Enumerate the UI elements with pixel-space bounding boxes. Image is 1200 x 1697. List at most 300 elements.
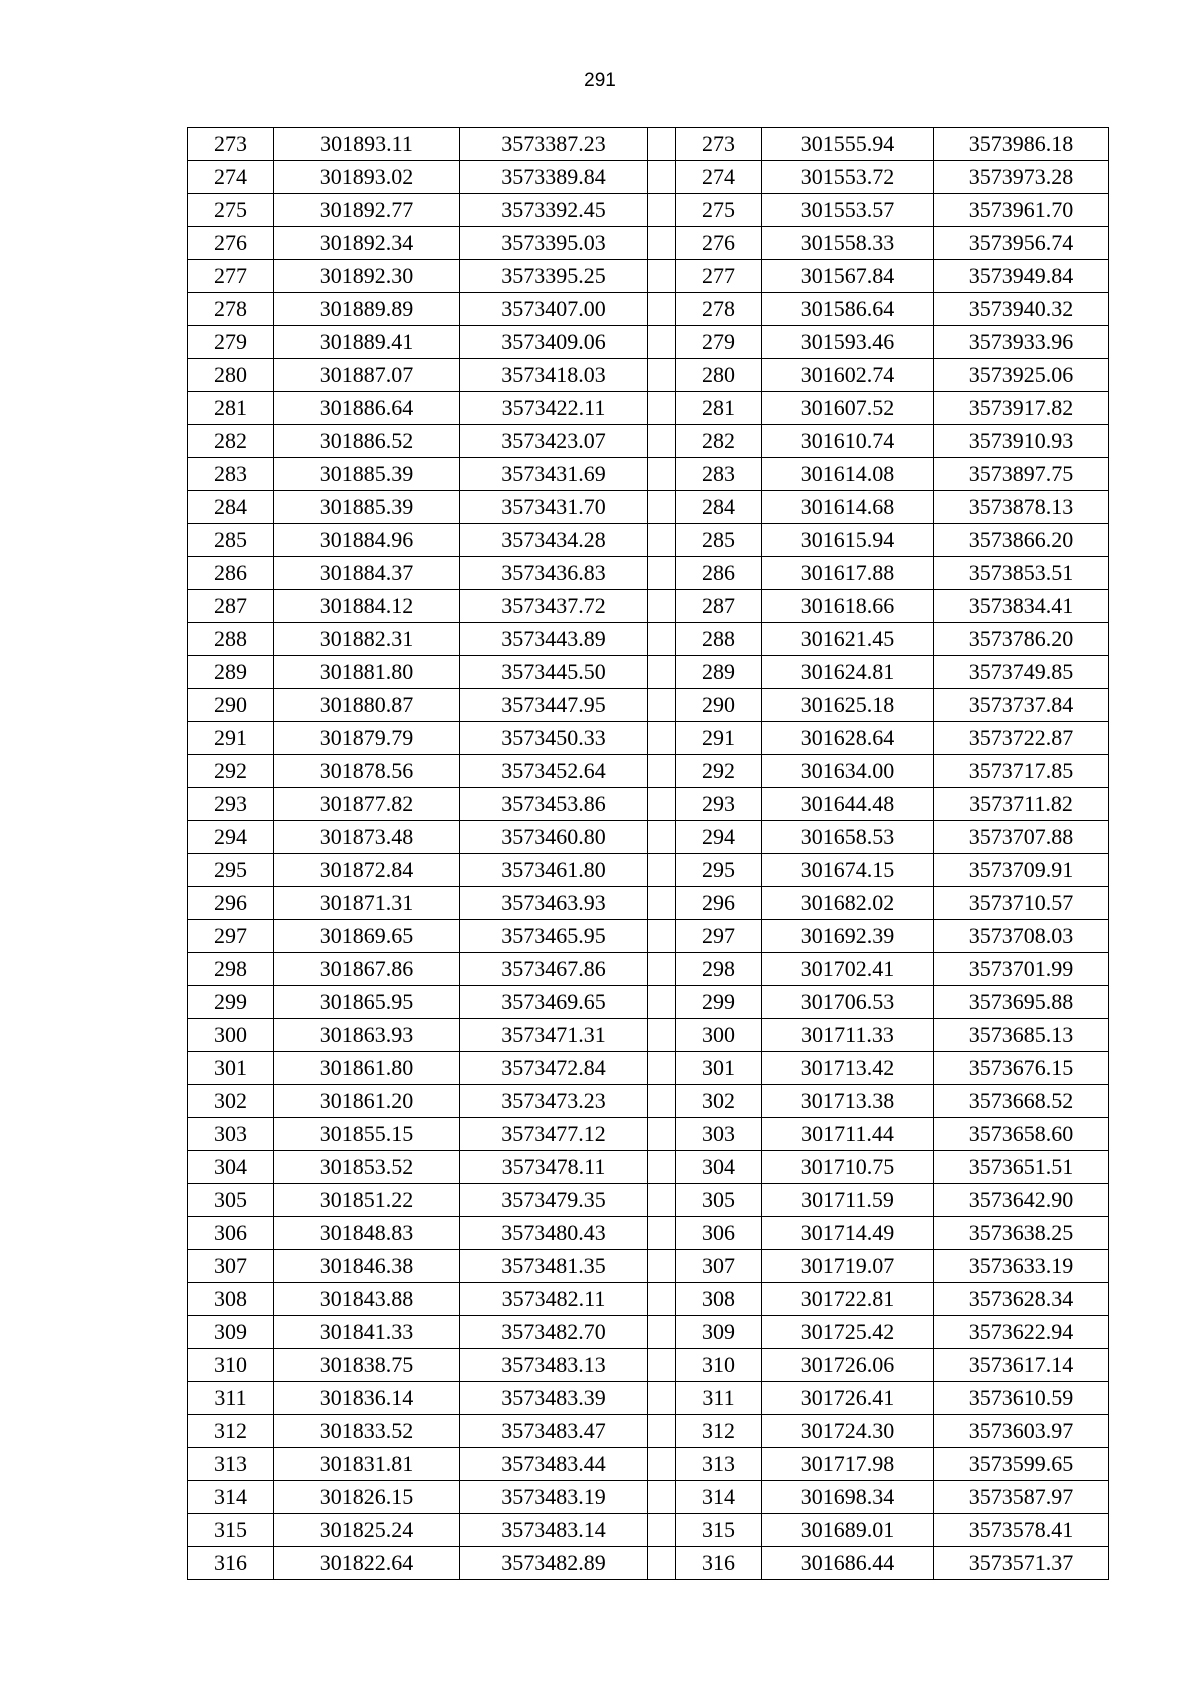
table-row (188, 293, 1109, 326)
right-y-coordinate: 3573786.20 (934, 623, 1109, 656)
left-x-coordinate: 301836.14 (274, 1382, 460, 1415)
right-point-id: 273 (676, 128, 762, 161)
right-x-coordinate: 301724.30 (762, 1415, 934, 1448)
left-y-coordinate: 3573482.11 (460, 1283, 648, 1316)
right-point-id: 296 (676, 887, 762, 920)
right-x-coordinate: 301634.00 (762, 755, 934, 788)
right-x-coordinate: 301621.45 (762, 623, 934, 656)
right-y-coordinate: 3573834.41 (934, 590, 1109, 623)
separator-cell (648, 227, 676, 260)
right-x-coordinate: 301610.74 (762, 425, 934, 458)
right-y-coordinate: 3573853.51 (934, 557, 1109, 590)
left-y-coordinate: 3573453.86 (460, 788, 648, 821)
right-y-coordinate: 3573940.32 (934, 293, 1109, 326)
right-x-coordinate: 301692.39 (762, 920, 934, 953)
left-x-coordinate: 301869.65 (274, 920, 460, 953)
right-y-coordinate: 3573571.37 (934, 1547, 1109, 1580)
left-point-id: 309 (188, 1316, 274, 1349)
separator-cell (648, 1052, 676, 1085)
separator-cell (648, 689, 676, 722)
separator-cell (648, 293, 676, 326)
left-x-coordinate: 301853.52 (274, 1151, 460, 1184)
table-row (188, 1085, 1109, 1118)
left-y-coordinate: 3573463.93 (460, 887, 648, 920)
left-y-coordinate: 3573431.69 (460, 458, 648, 491)
left-y-coordinate: 3573483.44 (460, 1448, 648, 1481)
left-point-id: 282 (188, 425, 274, 458)
left-point-id: 310 (188, 1349, 274, 1382)
right-point-id: 306 (676, 1217, 762, 1250)
right-x-coordinate: 301615.94 (762, 524, 934, 557)
left-x-coordinate: 301886.52 (274, 425, 460, 458)
right-y-coordinate: 3573628.34 (934, 1283, 1109, 1316)
left-y-coordinate: 3573418.03 (460, 359, 648, 392)
left-y-coordinate: 3573447.95 (460, 689, 648, 722)
right-y-coordinate: 3573910.93 (934, 425, 1109, 458)
right-x-coordinate: 301726.06 (762, 1349, 934, 1382)
separator-cell (648, 1448, 676, 1481)
table-row (188, 1481, 1109, 1514)
left-x-coordinate: 301881.80 (274, 656, 460, 689)
table-row (188, 656, 1109, 689)
separator-cell (648, 755, 676, 788)
right-point-id: 285 (676, 524, 762, 557)
right-point-id: 304 (676, 1151, 762, 1184)
left-y-coordinate: 3573431.70 (460, 491, 648, 524)
left-point-id: 273 (188, 128, 274, 161)
right-x-coordinate: 301586.64 (762, 293, 934, 326)
right-point-id: 278 (676, 293, 762, 326)
right-y-coordinate: 3573599.65 (934, 1448, 1109, 1481)
left-y-coordinate: 3573465.95 (460, 920, 648, 953)
left-y-coordinate: 3573389.84 (460, 161, 648, 194)
right-x-coordinate: 301558.33 (762, 227, 934, 260)
right-x-coordinate: 301722.81 (762, 1283, 934, 1316)
table-row (188, 1217, 1109, 1250)
left-y-coordinate: 3573445.50 (460, 656, 648, 689)
left-x-coordinate: 301855.15 (274, 1118, 460, 1151)
right-x-coordinate: 301726.41 (762, 1382, 934, 1415)
left-point-id: 302 (188, 1085, 274, 1118)
right-point-id: 291 (676, 722, 762, 755)
table-row (188, 425, 1109, 458)
separator-cell (648, 1547, 676, 1580)
left-y-coordinate: 3573392.45 (460, 194, 648, 227)
right-point-id: 302 (676, 1085, 762, 1118)
right-y-coordinate: 3573749.85 (934, 656, 1109, 689)
table-row (188, 1151, 1109, 1184)
right-point-id: 274 (676, 161, 762, 194)
left-point-id: 278 (188, 293, 274, 326)
right-point-id: 289 (676, 656, 762, 689)
right-y-coordinate: 3573708.03 (934, 920, 1109, 953)
left-x-coordinate: 301846.38 (274, 1250, 460, 1283)
table-row (188, 722, 1109, 755)
table-row (188, 1019, 1109, 1052)
right-point-id: 309 (676, 1316, 762, 1349)
left-x-coordinate: 301892.77 (274, 194, 460, 227)
left-point-id: 288 (188, 623, 274, 656)
separator-cell (648, 1481, 676, 1514)
left-point-id: 305 (188, 1184, 274, 1217)
table-row (188, 1184, 1109, 1217)
left-y-coordinate: 3573461.80 (460, 854, 648, 887)
right-x-coordinate: 301567.84 (762, 260, 934, 293)
right-x-coordinate: 301711.44 (762, 1118, 934, 1151)
right-x-coordinate: 301698.34 (762, 1481, 934, 1514)
right-x-coordinate: 301717.98 (762, 1448, 934, 1481)
right-y-coordinate: 3573603.97 (934, 1415, 1109, 1448)
table-row (188, 854, 1109, 887)
separator-cell (648, 1151, 676, 1184)
left-y-coordinate: 3573422.11 (460, 392, 648, 425)
table-row (188, 326, 1109, 359)
right-y-coordinate: 3573961.70 (934, 194, 1109, 227)
left-x-coordinate: 301882.31 (274, 623, 460, 656)
left-point-id: 292 (188, 755, 274, 788)
left-y-coordinate: 3573483.39 (460, 1382, 648, 1415)
right-point-id: 283 (676, 458, 762, 491)
right-y-coordinate: 3573638.25 (934, 1217, 1109, 1250)
table-row (188, 1415, 1109, 1448)
separator-cell (648, 1019, 676, 1052)
table-row (188, 227, 1109, 260)
separator-cell (648, 161, 676, 194)
left-point-id: 287 (188, 590, 274, 623)
right-point-id: 290 (676, 689, 762, 722)
separator-cell (648, 887, 676, 920)
right-y-coordinate: 3573933.96 (934, 326, 1109, 359)
left-y-coordinate: 3573472.84 (460, 1052, 648, 1085)
right-x-coordinate: 301713.38 (762, 1085, 934, 1118)
right-x-coordinate: 301658.53 (762, 821, 934, 854)
right-x-coordinate: 301593.46 (762, 326, 934, 359)
right-x-coordinate: 301602.74 (762, 359, 934, 392)
table-row (188, 1316, 1109, 1349)
right-point-id: 307 (676, 1250, 762, 1283)
left-point-id: 295 (188, 854, 274, 887)
left-x-coordinate: 301838.75 (274, 1349, 460, 1382)
left-point-id: 304 (188, 1151, 274, 1184)
right-point-id: 280 (676, 359, 762, 392)
separator-cell (648, 788, 676, 821)
right-x-coordinate: 301607.52 (762, 392, 934, 425)
right-x-coordinate: 301553.57 (762, 194, 934, 227)
page-number: 291 (584, 70, 616, 91)
table-row (188, 887, 1109, 920)
left-y-coordinate: 3573407.00 (460, 293, 648, 326)
right-point-id: 303 (676, 1118, 762, 1151)
left-point-id: 299 (188, 986, 274, 1019)
table-row (188, 1118, 1109, 1151)
left-y-coordinate: 3573452.64 (460, 755, 648, 788)
left-y-coordinate: 3573436.83 (460, 557, 648, 590)
table-row (188, 359, 1109, 392)
left-point-id: 314 (188, 1481, 274, 1514)
table-row (188, 755, 1109, 788)
right-y-coordinate: 3573668.52 (934, 1085, 1109, 1118)
left-y-coordinate: 3573483.13 (460, 1349, 648, 1382)
right-point-id: 313 (676, 1448, 762, 1481)
separator-cell (648, 722, 676, 755)
right-y-coordinate: 3573949.84 (934, 260, 1109, 293)
right-y-coordinate: 3573878.13 (934, 491, 1109, 524)
right-point-id: 305 (676, 1184, 762, 1217)
table-row (188, 458, 1109, 491)
left-point-id: 290 (188, 689, 274, 722)
coordinates-table-body (188, 128, 1109, 1580)
table-row (188, 986, 1109, 1019)
left-x-coordinate: 301841.33 (274, 1316, 460, 1349)
left-x-coordinate: 301892.30 (274, 260, 460, 293)
right-point-id: 299 (676, 986, 762, 1019)
right-x-coordinate: 301702.41 (762, 953, 934, 986)
right-y-coordinate: 3573676.15 (934, 1052, 1109, 1085)
right-x-coordinate: 301644.48 (762, 788, 934, 821)
right-y-coordinate: 3573610.59 (934, 1382, 1109, 1415)
right-y-coordinate: 3573710.57 (934, 887, 1109, 920)
left-x-coordinate: 301877.82 (274, 788, 460, 821)
right-point-id: 300 (676, 1019, 762, 1052)
right-y-coordinate: 3573709.91 (934, 854, 1109, 887)
left-point-id: 293 (188, 788, 274, 821)
left-x-coordinate: 301872.84 (274, 854, 460, 887)
left-x-coordinate: 301867.86 (274, 953, 460, 986)
right-x-coordinate: 301624.81 (762, 656, 934, 689)
right-point-id: 292 (676, 755, 762, 788)
left-x-coordinate: 301879.79 (274, 722, 460, 755)
right-x-coordinate: 301711.59 (762, 1184, 934, 1217)
left-point-id: 283 (188, 458, 274, 491)
left-x-coordinate: 301885.39 (274, 491, 460, 524)
right-point-id: 301 (676, 1052, 762, 1085)
separator-cell (648, 260, 676, 293)
right-x-coordinate: 301706.53 (762, 986, 934, 1019)
left-y-coordinate: 3573395.03 (460, 227, 648, 260)
table-row (188, 953, 1109, 986)
table-row (188, 1250, 1109, 1283)
table-row (188, 590, 1109, 623)
left-point-id: 298 (188, 953, 274, 986)
left-point-id: 312 (188, 1415, 274, 1448)
left-x-coordinate: 301863.93 (274, 1019, 460, 1052)
separator-cell (648, 920, 676, 953)
left-point-id: 277 (188, 260, 274, 293)
right-point-id: 315 (676, 1514, 762, 1547)
table-row (188, 1547, 1109, 1580)
separator-cell (648, 1349, 676, 1382)
table-row (188, 623, 1109, 656)
coordinates-table (187, 127, 1109, 1580)
separator-cell (648, 425, 676, 458)
right-y-coordinate: 3573642.90 (934, 1184, 1109, 1217)
left-x-coordinate: 301851.22 (274, 1184, 460, 1217)
right-point-id: 294 (676, 821, 762, 854)
right-x-coordinate: 301555.94 (762, 128, 934, 161)
table-row (188, 1349, 1109, 1382)
left-y-coordinate: 3573460.80 (460, 821, 648, 854)
right-point-id: 281 (676, 392, 762, 425)
right-point-id: 277 (676, 260, 762, 293)
left-y-coordinate: 3573483.19 (460, 1481, 648, 1514)
right-y-coordinate: 3573617.14 (934, 1349, 1109, 1382)
right-y-coordinate: 3573925.06 (934, 359, 1109, 392)
left-point-id: 313 (188, 1448, 274, 1481)
separator-cell (648, 854, 676, 887)
right-x-coordinate: 301614.68 (762, 491, 934, 524)
left-x-coordinate: 301873.48 (274, 821, 460, 854)
left-point-id: 296 (188, 887, 274, 920)
separator-cell (648, 1415, 676, 1448)
left-y-coordinate: 3573395.25 (460, 260, 648, 293)
right-x-coordinate: 301686.44 (762, 1547, 934, 1580)
right-x-coordinate: 301714.49 (762, 1217, 934, 1250)
left-x-coordinate: 301884.37 (274, 557, 460, 590)
left-point-id: 286 (188, 557, 274, 590)
left-y-coordinate: 3573423.07 (460, 425, 648, 458)
left-x-coordinate: 301884.96 (274, 524, 460, 557)
separator-cell (648, 128, 676, 161)
right-y-coordinate: 3573722.87 (934, 722, 1109, 755)
right-x-coordinate: 301614.08 (762, 458, 934, 491)
separator-cell (648, 194, 676, 227)
left-y-coordinate: 3573387.23 (460, 128, 648, 161)
left-point-id: 284 (188, 491, 274, 524)
right-point-id: 276 (676, 227, 762, 260)
separator-cell (648, 1217, 676, 1250)
left-y-coordinate: 3573443.89 (460, 623, 648, 656)
right-x-coordinate: 301719.07 (762, 1250, 934, 1283)
left-x-coordinate: 301861.80 (274, 1052, 460, 1085)
separator-cell (648, 656, 676, 689)
right-y-coordinate: 3573685.13 (934, 1019, 1109, 1052)
table-row (188, 491, 1109, 524)
right-x-coordinate: 301725.42 (762, 1316, 934, 1349)
left-x-coordinate: 301886.64 (274, 392, 460, 425)
table-row (188, 1448, 1109, 1481)
table-row (188, 524, 1109, 557)
table-row (188, 1382, 1109, 1415)
separator-cell (648, 1283, 676, 1316)
right-y-coordinate: 3573711.82 (934, 788, 1109, 821)
table-row (188, 821, 1109, 854)
table-row (188, 260, 1109, 293)
left-point-id: 315 (188, 1514, 274, 1547)
left-point-id: 289 (188, 656, 274, 689)
left-point-id: 303 (188, 1118, 274, 1151)
separator-cell (648, 1250, 676, 1283)
separator-cell (648, 1382, 676, 1415)
right-y-coordinate: 3573695.88 (934, 986, 1109, 1019)
right-y-coordinate: 3573633.19 (934, 1250, 1109, 1283)
right-y-coordinate: 3573866.20 (934, 524, 1109, 557)
left-y-coordinate: 3573450.33 (460, 722, 648, 755)
right-point-id: 284 (676, 491, 762, 524)
right-y-coordinate: 3573717.85 (934, 755, 1109, 788)
left-point-id: 280 (188, 359, 274, 392)
right-x-coordinate: 301674.15 (762, 854, 934, 887)
left-point-id: 291 (188, 722, 274, 755)
separator-cell (648, 821, 676, 854)
separator-cell (648, 953, 676, 986)
separator-cell (648, 326, 676, 359)
table-row (188, 194, 1109, 227)
left-x-coordinate: 301833.52 (274, 1415, 460, 1448)
right-point-id: 279 (676, 326, 762, 359)
right-point-id: 287 (676, 590, 762, 623)
right-point-id: 282 (676, 425, 762, 458)
right-point-id: 293 (676, 788, 762, 821)
right-point-id: 311 (676, 1382, 762, 1415)
separator-cell (648, 623, 676, 656)
left-x-coordinate: 301831.81 (274, 1448, 460, 1481)
separator-cell (648, 359, 676, 392)
right-point-id: 297 (676, 920, 762, 953)
right-x-coordinate: 301553.72 (762, 161, 934, 194)
right-x-coordinate: 301710.75 (762, 1151, 934, 1184)
left-y-coordinate: 3573480.43 (460, 1217, 648, 1250)
left-x-coordinate: 301861.20 (274, 1085, 460, 1118)
separator-cell (648, 590, 676, 623)
left-point-id: 307 (188, 1250, 274, 1283)
separator-cell (648, 524, 676, 557)
left-y-coordinate: 3573482.89 (460, 1547, 648, 1580)
right-x-coordinate: 301682.02 (762, 887, 934, 920)
left-point-id: 276 (188, 227, 274, 260)
right-x-coordinate: 301689.01 (762, 1514, 934, 1547)
right-y-coordinate: 3573737.84 (934, 689, 1109, 722)
left-point-id: 316 (188, 1547, 274, 1580)
left-x-coordinate: 301885.39 (274, 458, 460, 491)
right-y-coordinate: 3573701.99 (934, 953, 1109, 986)
left-x-coordinate: 301865.95 (274, 986, 460, 1019)
separator-cell (648, 1184, 676, 1217)
left-x-coordinate: 301887.07 (274, 359, 460, 392)
left-y-coordinate: 3573473.23 (460, 1085, 648, 1118)
table-row (188, 1052, 1109, 1085)
left-y-coordinate: 3573483.47 (460, 1415, 648, 1448)
right-x-coordinate: 301711.33 (762, 1019, 934, 1052)
right-y-coordinate: 3573707.88 (934, 821, 1109, 854)
right-point-id: 316 (676, 1547, 762, 1580)
left-y-coordinate: 3573471.31 (460, 1019, 648, 1052)
table-row (188, 920, 1109, 953)
left-y-coordinate: 3573478.11 (460, 1151, 648, 1184)
left-y-coordinate: 3573437.72 (460, 590, 648, 623)
right-point-id: 312 (676, 1415, 762, 1448)
separator-cell (648, 557, 676, 590)
separator-cell (648, 986, 676, 1019)
left-x-coordinate: 301880.87 (274, 689, 460, 722)
left-x-coordinate: 301843.88 (274, 1283, 460, 1316)
right-y-coordinate: 3573658.60 (934, 1118, 1109, 1151)
right-point-id: 314 (676, 1481, 762, 1514)
left-x-coordinate: 301893.11 (274, 128, 460, 161)
left-point-id: 311 (188, 1382, 274, 1415)
left-point-id: 285 (188, 524, 274, 557)
table-row (188, 557, 1109, 590)
separator-cell (648, 491, 676, 524)
right-point-id: 286 (676, 557, 762, 590)
separator-cell (648, 1118, 676, 1151)
left-x-coordinate: 301884.12 (274, 590, 460, 623)
left-point-id: 281 (188, 392, 274, 425)
table-row (188, 1283, 1109, 1316)
left-y-coordinate: 3573409.06 (460, 326, 648, 359)
separator-cell (648, 392, 676, 425)
left-x-coordinate: 301892.34 (274, 227, 460, 260)
left-point-id: 274 (188, 161, 274, 194)
